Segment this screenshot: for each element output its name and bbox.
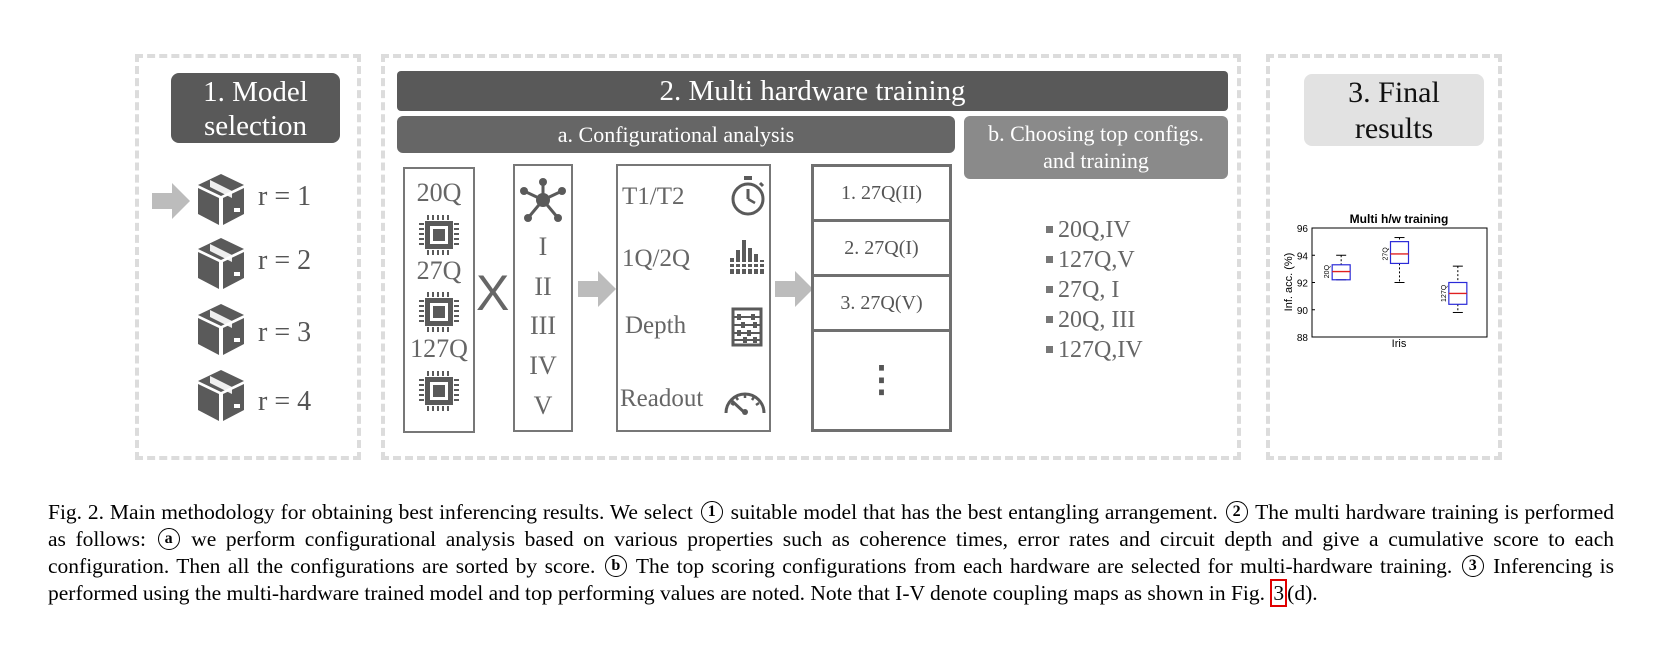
y-tick-label-1: 94 [1296,251,1308,263]
hardware-label-127q: 127Q [410,334,468,363]
caption-part-4: we perform configurational analysis based on various properties such as coherence times, error rates and circuit depth and give a cumulative score to each configuration. Then all the configurations are sorted by score. [48,527,1615,578]
caption-marker-3: 3 [1462,555,1484,577]
box-27q [1391,242,1409,264]
final-results-title-line1: 3. Final [1348,76,1440,109]
model-cube-icon-2 [196,236,246,292]
flow-arrow-icon-1 [578,271,616,307]
ranking-panel [811,164,952,432]
caption-marker-b: b [605,555,627,577]
final-results-header [1304,74,1484,146]
results-box-chart [1278,208,1490,350]
caption-part-5: The top scoring configurations from each hardware are selected for multi-hardware training. [635,554,1453,578]
model-cube-icon-3 [196,302,246,358]
model-selection-title-line1: 1. Model [203,76,308,108]
chip-icon-27q [419,292,459,332]
model-label-4: r = 4 [258,386,312,417]
gauge-icon [722,385,768,415]
top-configs-title-line1: b. Choosing top configs. [988,121,1204,146]
model-selection-title-line2: selection [203,110,308,142]
flow-arrow-icon-2 [775,271,813,307]
series-label-20q: 20Q [1324,264,1332,279]
model-label-3: r = 3 [258,317,312,348]
chart-ylabel: Inf. acc. (%) [1283,252,1295,312]
top-config-4: 20Q, III [1046,307,1135,334]
figure-caption [48,499,1614,607]
model-selection-header [171,73,340,143]
coupling-map-3: III [530,311,556,340]
hardware-label-20q: 20Q [416,178,462,207]
caption-marker-a: a [158,528,180,550]
network-icon [519,178,567,224]
model-cube-icon-1 [196,172,246,228]
coupling-map-4: IV [529,351,557,380]
box-series [1324,238,1467,313]
coupling-map-2: II [534,272,552,301]
stopwatch-icon [729,175,767,217]
caption-part-6: Inferencing is performed using the multi-hardware trained model and top performing values are noted. Note that I-V denote coupling maps as shown in Fig. [48,554,1614,605]
property-depth: Depth [625,312,687,339]
y-tick-label-0: 96 [1296,224,1308,235]
coupling-map-5: V [533,391,553,420]
caption-marker-1: 1 [701,501,723,523]
top-config-2: 127Q,V [1046,247,1135,274]
y-tick-label-4: 88 [1296,333,1308,344]
final-results-title-line2: results [1354,112,1434,145]
coupling-map-1: I [538,232,548,261]
caption-part-1: Fig. 2. Main methodology for obtaining best inferencing results. We select [48,500,693,524]
chart-xlabel: Iris [1391,338,1407,350]
property-readout: Readout [620,385,704,412]
caption-part-3: The multi hardware training is performed as follows: [48,500,1615,551]
model-label-2: r = 2 [258,245,312,276]
ranking-row-3: 3. 27Q(V) [814,277,949,332]
hardware-label-27q: 27Q [416,256,462,285]
chart-title: Multi h/w training [1349,212,1449,226]
ranking-more: ⋮ [863,359,900,399]
chip-icon-127q [419,371,459,411]
cross-product-symbol: X [476,265,510,321]
ranking-row-1: 1. 27Q(II) [814,167,949,222]
series-label-127q: 127Q [1440,284,1448,302]
config-analysis-header: a. Configurational analysis [397,116,955,153]
model-cube-icon-4 [196,368,246,424]
top-config-3: 27Q, I [1046,277,1119,304]
top-configs-title-line2: and training [1043,148,1149,173]
selection-arrow-icon [152,183,190,219]
y-tick-label-2: 92 [1296,278,1308,290]
caption-marker-2: 2 [1226,501,1248,523]
multi-hardware-header: 2. Multi hardware training [397,71,1228,111]
model-label-1: r = 1 [258,181,312,212]
top-config-5: 127Q,IV [1046,337,1143,364]
top-config-1: 20Q,IV [1046,217,1131,244]
caption-part-7: (d). [1287,581,1318,605]
chip-icon-20q [419,215,459,255]
ranking-row-2: 2. 27Q(I) [814,222,949,277]
bar-chart-icon [729,238,765,274]
figure-reference-link[interactable]: 3 [1270,579,1287,607]
property-t1t2: T1/T2 [622,183,685,210]
caption-part-2: suitable model that has the best entangling arrangement. [730,500,1218,524]
property-1q2q: 1Q/2Q [622,245,691,272]
series-label-27q: 27Q [1382,247,1390,261]
top-configs-header [964,116,1228,179]
y-tick-label-3: 90 [1296,305,1308,317]
abacus-icon [731,307,763,347]
